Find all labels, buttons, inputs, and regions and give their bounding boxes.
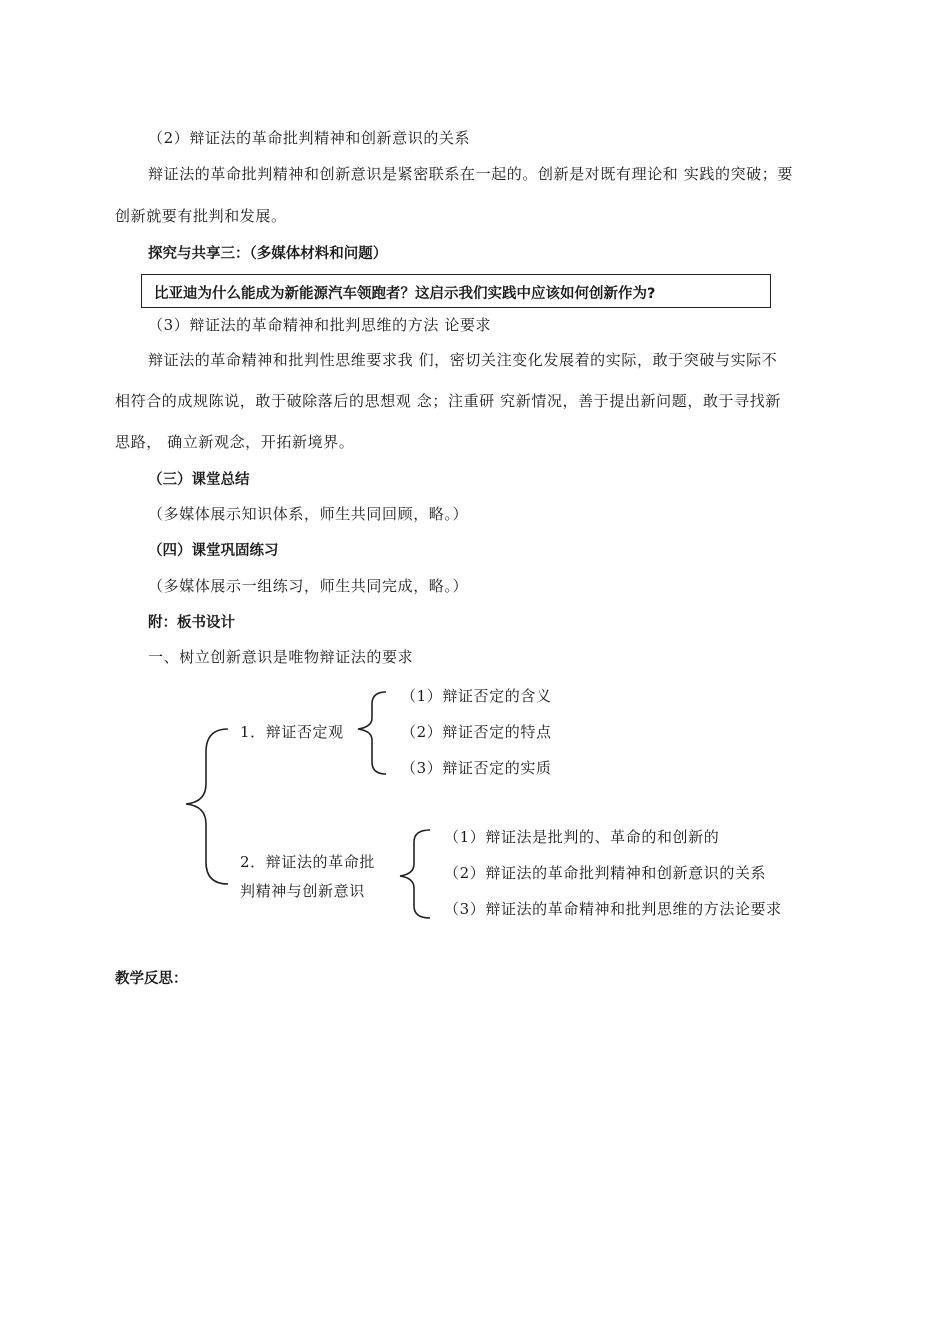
board-item-2-sub-1: （1）辩证法是批判的、革命的和创新的 xyxy=(444,828,720,846)
section-3-heading: （3）辩证法的革命精神和批判思维的方法 论要求 xyxy=(148,316,492,334)
section-2-heading: （2）辩证法的革命批判精神和创新意识的关系 xyxy=(148,129,471,147)
practice-heading: （四）课堂巩固练习 xyxy=(148,543,279,559)
section-3-text-line-3: 思路， 确立新观念，开拓新境界。 xyxy=(115,433,355,451)
section-3-text-line-2: 相符合的成规陈说，敢于破除落后的思想观 念；注重研 究新情况，善于提出新问题，敢于寻找新 xyxy=(115,392,781,410)
practice-text: （多媒体展示一组练习，师生共同完成，略。） xyxy=(148,577,469,595)
reflection-heading: 教学反思： xyxy=(115,971,188,987)
board-item-1: 1．辩证否定观 xyxy=(240,723,344,741)
board-item-2-sub-2: （2）辩证法的革命批判精神和创新意识的关系 xyxy=(444,864,767,882)
explore-3-question: 比亚迪为什么能成为新能源汽车领跑者？这启示我们实践中应该如何创新作为? xyxy=(154,286,656,302)
board-item-1-sub-2: （2）辩证否定的特点 xyxy=(401,723,552,741)
explore-3-question-box xyxy=(141,274,771,308)
section-2-text-line-2: 创新就要有批判和发展。 xyxy=(115,207,287,225)
board-item-2-sub-3: （3）辩证法的革命精神和批判思维的方法论要求 xyxy=(444,900,782,918)
appendix-heading: 附：板书设计 xyxy=(148,615,235,631)
section-3-text-line-1: 辩证法的革命精神和批判性思维要求我 们，密切关注变化发展着的实际，敢于突破与实际不 xyxy=(148,351,778,369)
summary-heading: （三）课堂总结 xyxy=(148,472,250,488)
summary-text: （多媒体展示知识体系，师生共同回顾，略。） xyxy=(148,505,469,523)
board-title: 一、树立创新意识是唯物辩证法的要求 xyxy=(148,648,414,666)
board-item-2-line-1: 2．辩证法的革命批 xyxy=(240,853,375,871)
section-2-text-line-1: 辩证法的革命批判精神和创新意识是紧密联系在一起的。创新是对既有理论和 实践的突破；要 xyxy=(148,165,793,183)
explore-3-heading: 探究与共享三：（多媒体材料和问题） xyxy=(148,246,388,262)
board-item-1-sub-1: （1）辩证否定的含义 xyxy=(401,687,552,705)
board-item-1-sub-3: （3）辩证否定的实质 xyxy=(401,759,552,777)
board-item-2-line-2: 判精神与创新意识 xyxy=(240,882,365,900)
